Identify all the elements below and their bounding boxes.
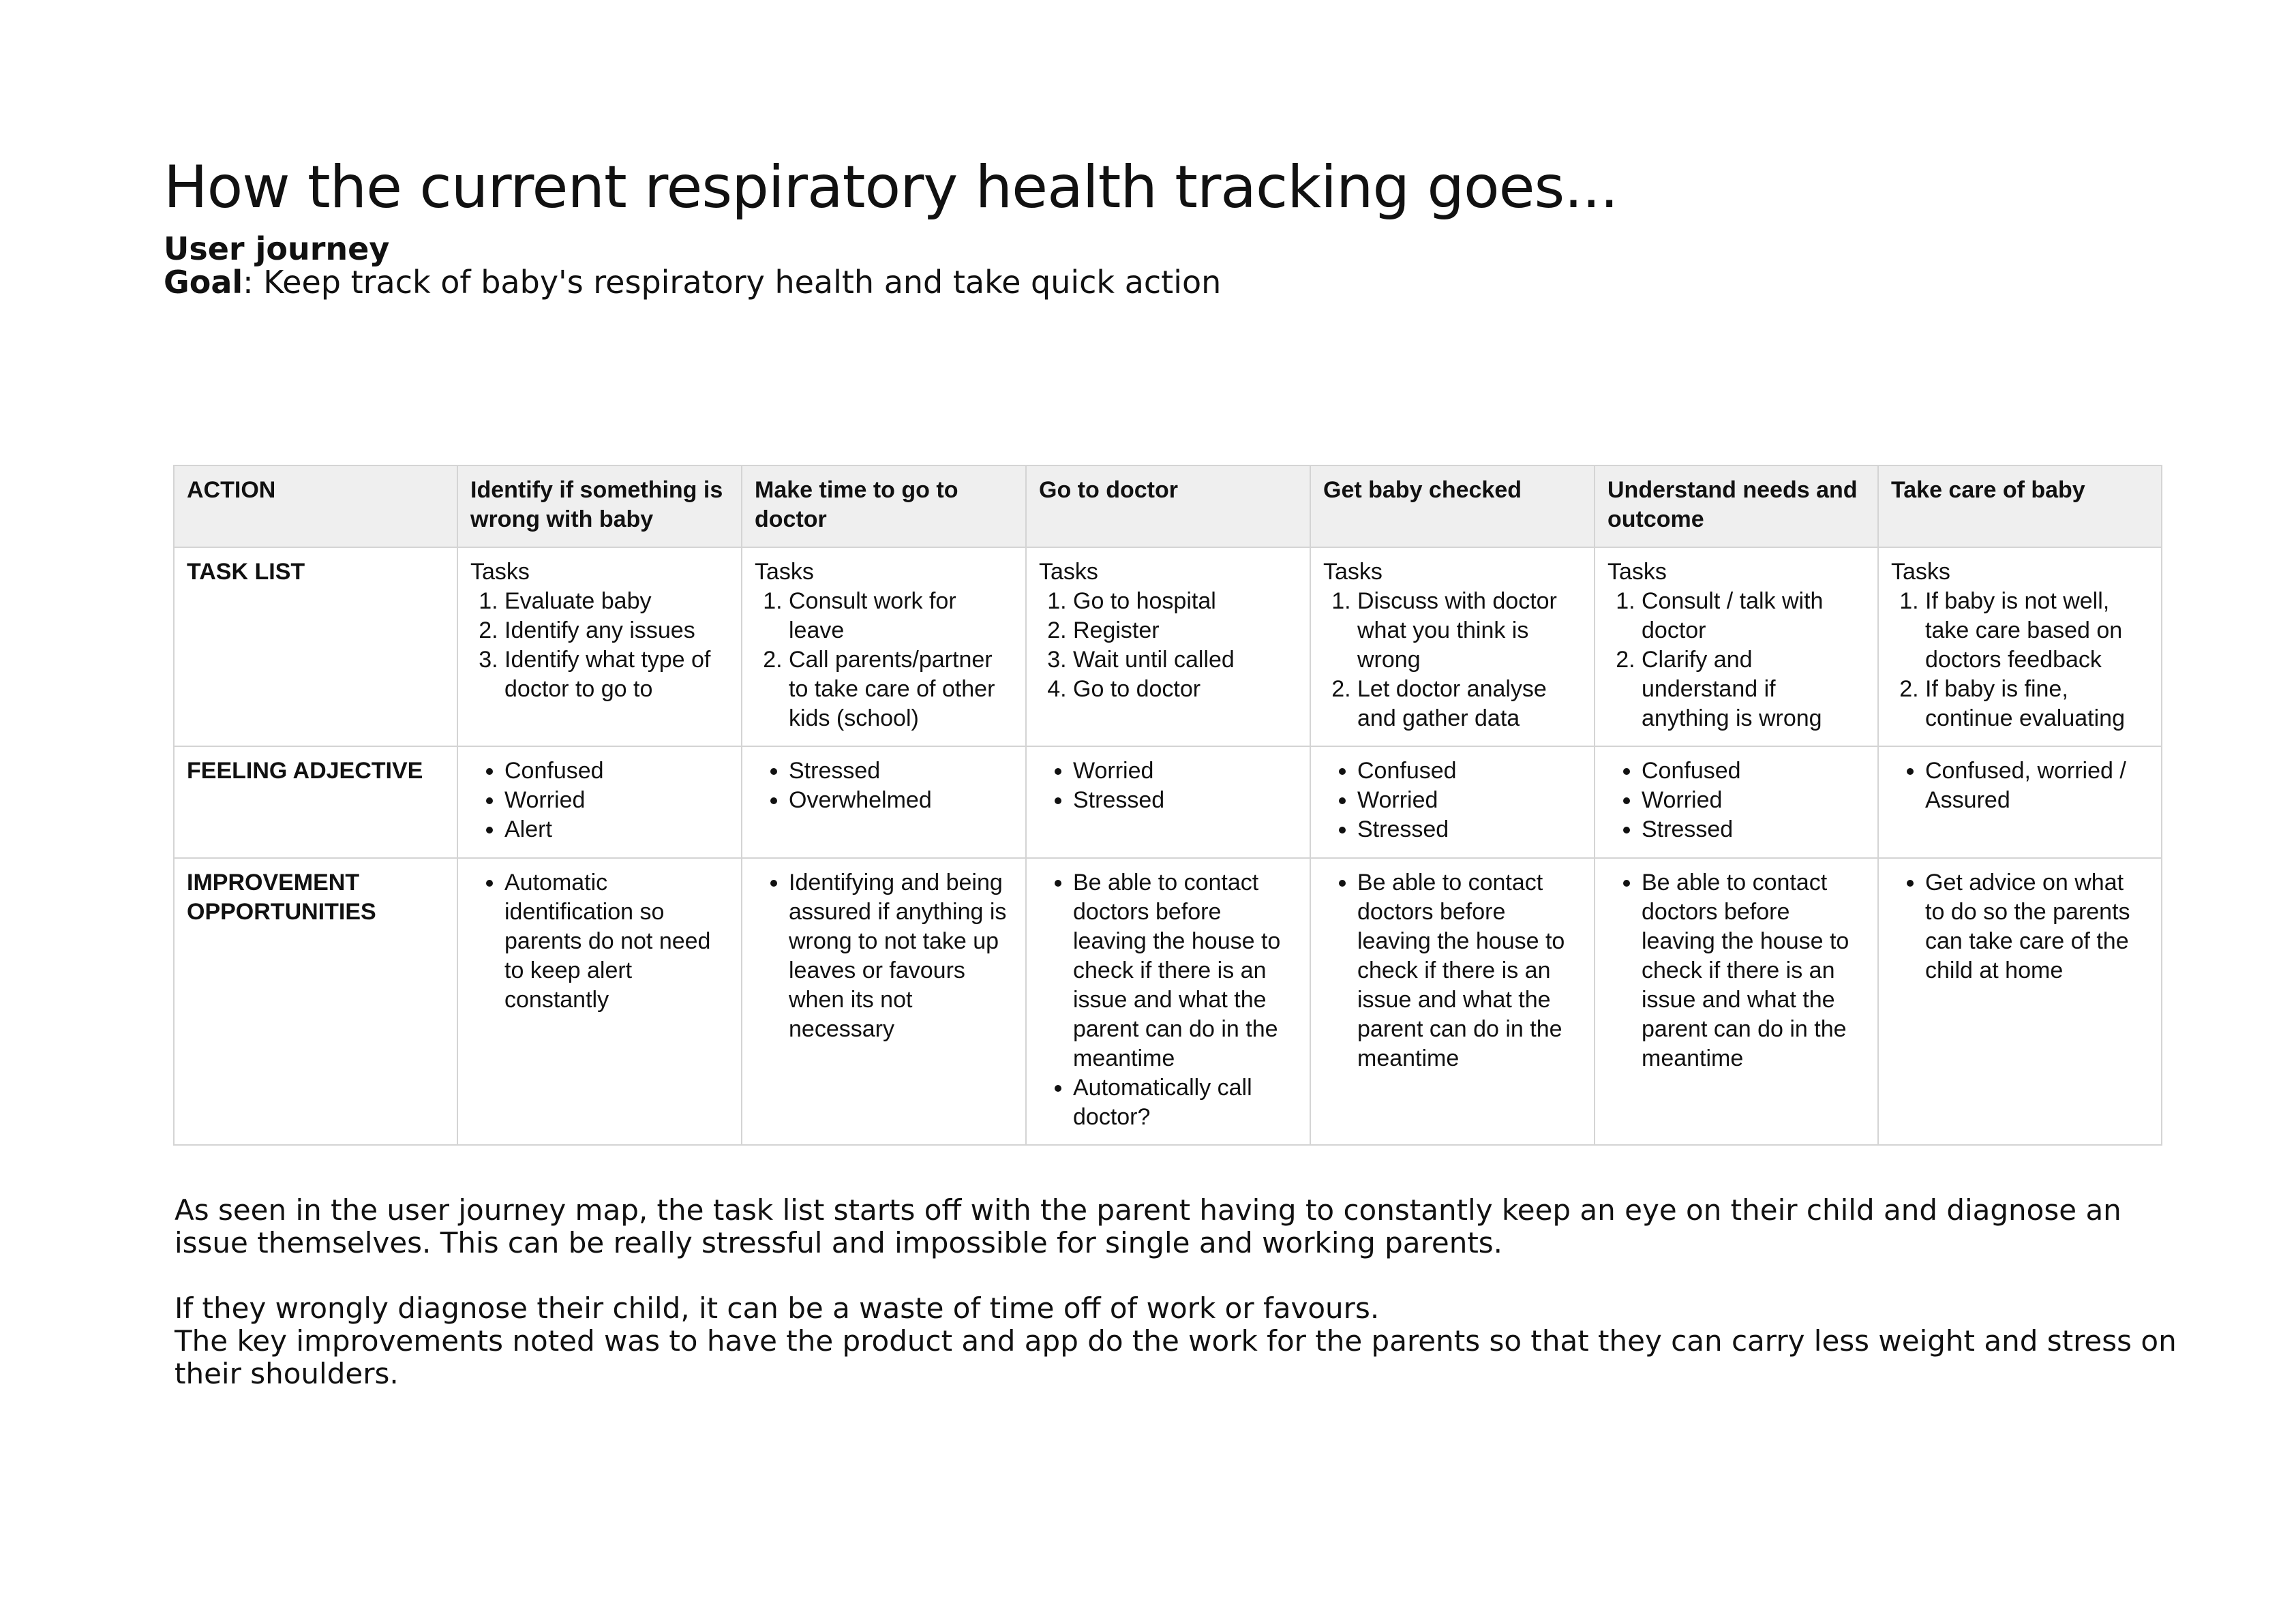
task-item: 3. Wait until called [1073,645,1297,675]
task-item: 1. Discuss with doctor what you think is wrong [1357,587,1582,675]
feeling-cell [742,746,1026,858]
feeling-item: • Worried [1642,786,1865,815]
task-heading: Tasks [1323,559,1383,585]
improvement-item: • Automatic identification so parents do not need to keep alert constantly [504,868,729,1015]
feeling-list [755,756,1013,815]
goal-text: : Keep track of baby's respiratory health and take quick action [243,264,1222,301]
task-item: 1. Go to hospital [1073,587,1297,616]
row-header-task-list: TASK LIST [174,547,457,746]
improvement-item: • Get advice on what to do so the parents can take care of the child at home [1925,868,2149,985]
task-list [1039,587,1297,704]
header-cell-take-care: Take care of baby [1878,465,2162,547]
task-list [1891,587,2149,733]
improvement-item: • Be able to contact doctors before leaving the house to check if there is an issue and what the parent can do in the meantime [1073,868,1297,1073]
improvement-cell [1310,858,1595,1145]
feeling-cell [1310,746,1595,858]
improvement-list [1891,868,2149,985]
improvement-list [470,868,729,1015]
feeling-item: • Confused, worried / Assured [1925,756,2149,815]
feeling-item: • Stressed [1073,786,1297,815]
feeling-list [1607,756,1865,844]
task-cell [457,547,742,746]
feeling-item: • Alert [504,815,729,844]
diagnosis-paragraph: If they wrongly diagnose their child, it can be a waste of time off of work or favours. [175,1291,1380,1325]
goal-label: Goal [164,264,243,301]
task-cell [742,547,1026,746]
task-item: 2. Clarify and understand if anything is wrong [1642,645,1865,733]
feeling-item: • Stressed [1642,815,1865,844]
improvement-list [755,868,1013,1044]
task-item: 2. Identify any issues [504,616,729,645]
improvement-cell [742,858,1026,1145]
feeling-list [1891,756,2149,815]
page-title: How the current respiratory health tracking goes... [164,153,1618,221]
task-heading: Tasks [1039,559,1098,585]
task-item: 2. Call parents/partner to take care of other kids (school) [789,645,1013,733]
feeling-list [1323,756,1582,844]
task-item: 1. Consult work for leave [789,587,1013,645]
improvement-item: • Be able to contact doctors before leaving the house to check if there is an issue and what the parent can do in the meantime [1357,868,1582,1073]
feeling-item: • Stressed [789,756,1013,786]
task-list [1323,587,1582,733]
header-cell-get-checked: Get baby checked [1310,465,1595,547]
feeling-cell [1026,746,1310,858]
improvement-item: • Identifying and being assured if anything is wrong to not take up leaves or favours when its not necessary [789,868,1013,1044]
feeling-item: • Confused [504,756,729,786]
header-cell-make-time: Make time to go to doctor [742,465,1026,547]
feeling-item: • Overwhelmed [789,786,1013,815]
task-heading: Tasks [1607,559,1667,585]
task-item: 2. If baby is fine, continue evaluating [1925,675,2149,733]
improvement-list [1323,868,1582,1073]
task-item: 3. Identify what type of doctor to go to [504,645,729,704]
task-item: 2. Register [1073,616,1297,645]
feeling-item: • Confused [1357,756,1582,786]
task-heading: Tasks [1891,559,1950,585]
user-journey-table [173,465,2162,1146]
feeling-item: • Worried [1357,786,1582,815]
feeling-item: • Stressed [1357,815,1582,844]
improvement-cell [1595,858,1878,1145]
task-item: 1. Evaluate baby [504,587,729,616]
improvement-cell [457,858,742,1145]
feeling-item: • Confused [1642,756,1865,786]
improvement-list [1607,868,1865,1073]
task-item: 1. If baby is not well, take care based on doctors feedback [1925,587,2149,675]
table-row-feeling-adjective [174,746,2162,858]
improvements-paragraph: The key improvements noted was to have the product and app do the work for the parents so that they can carry less weight and stress on their shoulders. [175,1324,2177,1390]
header-cell-go-to-doctor: Go to doctor [1026,465,1310,547]
feeling-list [470,756,729,844]
table-row-improvement-opportunities [174,858,2162,1145]
task-item: 1. Consult / talk with doctor [1642,587,1865,645]
feeling-item: • Worried [504,786,729,815]
task-list [755,587,1013,733]
improvement-list [1039,868,1297,1132]
feeling-item: • Worried [1073,756,1297,786]
subtitle: User journey [164,230,390,267]
improvement-cell [1026,858,1310,1145]
task-list [470,587,729,704]
table-header-row [174,465,2162,547]
improvement-cell [1878,858,2162,1145]
goal-line [164,263,1221,301]
header-cell-understand: Understand needs and outcome [1595,465,1878,547]
task-heading: Tasks [755,559,814,585]
feeling-cell [1878,746,2162,858]
improvement-item: • Automatically call doctor? [1073,1073,1297,1132]
header-cell-action: ACTION [174,465,457,547]
improvement-item: • Be able to contact doctors before leaving the house to check if there is an issue and what the parent can do in the meantime [1642,868,1865,1073]
task-cell [1595,547,1878,746]
feeling-cell [457,746,742,858]
table-row-task-list [174,547,2162,746]
task-list [1607,587,1865,733]
row-header-improvement-opportunities: IMPROVEMENT OPPORTUNITIES [174,858,457,1145]
task-cell [1310,547,1595,746]
feeling-list [1039,756,1297,815]
summary-paragraph: As seen in the user journey map, the task list starts off with the parent having to constantly keep an eye on their child and diagnose an issue themselves. This can be really stressful and impossible for single and working parents. [175,1193,2121,1259]
row-header-feeling-adjective: FEELING ADJECTIVE [174,746,457,858]
feeling-cell [1595,746,1878,858]
task-heading: Tasks [470,559,530,585]
header-cell-identify: Identify if something is wrong with baby [457,465,742,547]
task-item: 4. Go to doctor [1073,675,1297,704]
task-cell [1878,547,2162,746]
task-cell [1026,547,1310,746]
task-item: 2. Let doctor analyse and gather data [1357,675,1582,733]
